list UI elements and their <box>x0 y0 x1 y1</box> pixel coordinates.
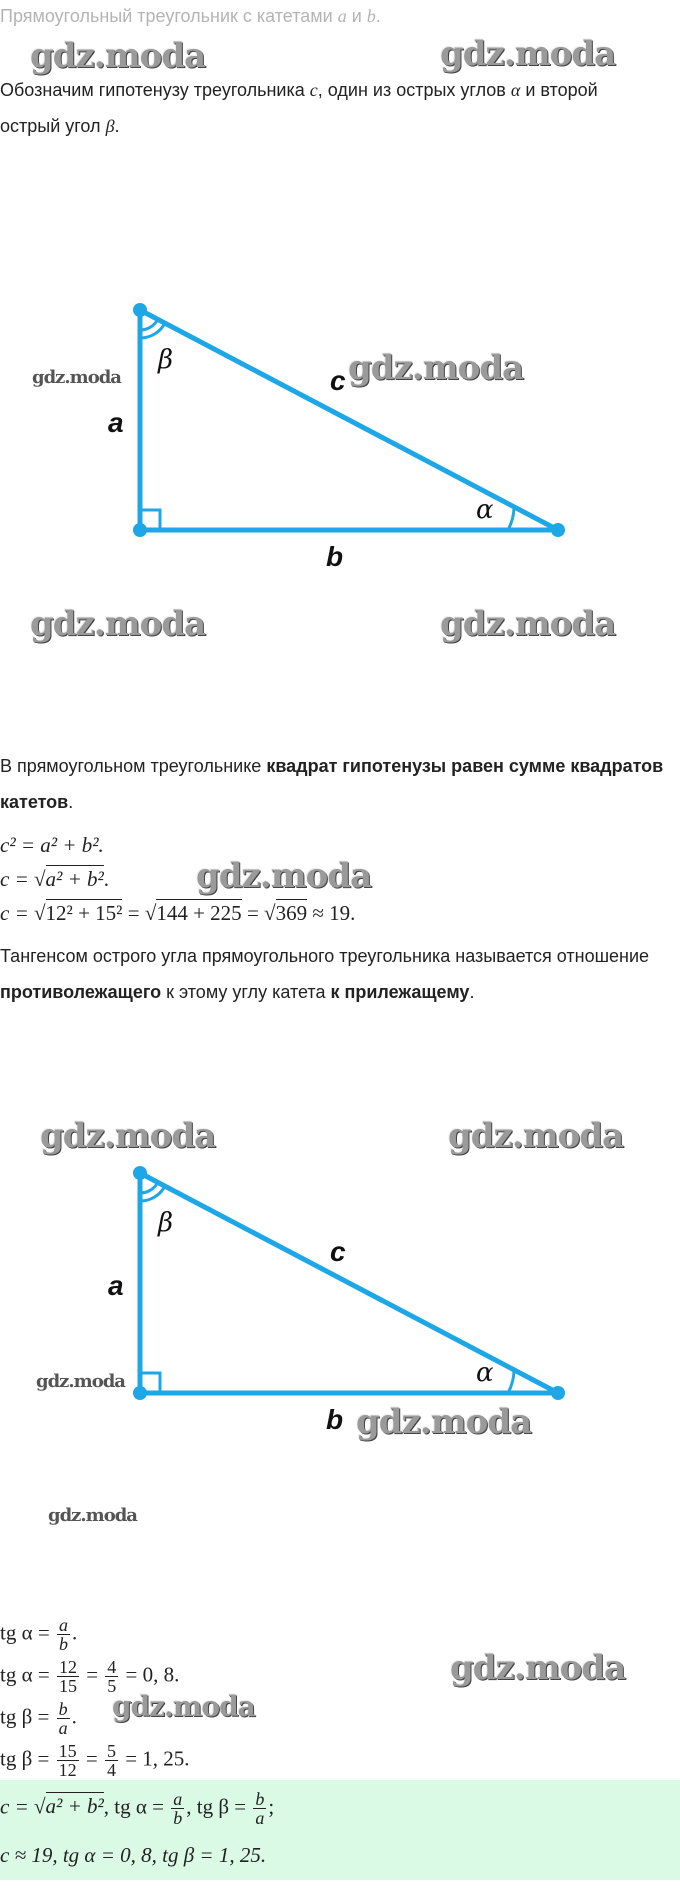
watermark-logo: gdz.moda <box>32 367 121 388</box>
watermark-logo: gdz.moda <box>36 1371 125 1392</box>
intro-line-1: Обозначим гипотенузу треугольника c, один из острых углов α и второй <box>0 80 598 100</box>
label-c: c <box>330 1236 346 1267</box>
fraction: $\frac{12}{15}$ <box>58 1657 77 1696</box>
watermark-logo: gdz.moda <box>48 1505 137 1526</box>
fraction: $\frac{a}{b}$ <box>173 1789 183 1828</box>
formula-c-value: c = √12² + 15² = √144 + 225 = √369 ≈ 19. <box>0 901 356 925</box>
label-beta: β <box>158 345 174 375</box>
label-alpha: α <box>476 495 494 525</box>
label-b: b <box>326 541 344 572</box>
label-b: b <box>326 1404 344 1435</box>
formula-c-sqrt: c = √a² + b². <box>0 867 110 891</box>
vertex-point <box>133 1166 147 1180</box>
vertex-point <box>551 523 565 537</box>
header-line: Прямоугольный треугольник с катетами a и b. <box>0 6 381 26</box>
watermark-logo: gdz.moda <box>40 1116 216 1156</box>
label-a: a <box>108 1270 124 1301</box>
watermark-logo: gdz.moda <box>30 36 206 76</box>
vertex-point <box>133 303 147 317</box>
label-a: a <box>108 407 124 438</box>
intro-line-2: острый угол β. <box>0 116 120 136</box>
triangle-outline <box>140 310 558 530</box>
answer-box <box>0 1780 680 1880</box>
alpha-arc <box>508 508 514 530</box>
watermark-logo: gdz.moda <box>450 1648 626 1688</box>
label-c: c <box>330 365 346 396</box>
watermark-logo: gdz.moda <box>196 856 372 896</box>
tangent-line-2: противолежащего к этому углу катета к прилежащему. <box>0 982 475 1002</box>
formula-tg-beta: tg β = $\frac{b}{a}$ . <box>0 1699 77 1738</box>
formula-tg-alpha-value: tg α = $\frac{12}{15}$ = $\frac{4}{5}$ = 0, 8. <box>0 1657 180 1696</box>
answer-line-2: c ≈ 19, tg α = 0, 8, tg β = 1, 25. <box>0 1843 267 1867</box>
fraction: $\frac{4}{5}$ <box>107 1657 117 1696</box>
triangle-diagram-2 <box>0 1153 680 1443</box>
fraction: $\frac{b}{a}$ <box>58 1699 68 1738</box>
fraction: $\frac{5}{4}$ <box>106 1741 116 1780</box>
pythagoras-line-1: В прямоугольном треугольнике квадрат гипотенузы равен сумме квадратов <box>0 756 664 776</box>
watermark-logo: gdz.moda <box>356 1402 532 1442</box>
triangle-outline <box>140 1173 558 1393</box>
watermark-logo: gdz.moda <box>448 1116 624 1156</box>
label-alpha: α <box>476 1358 494 1388</box>
watermark-logo: gdz.moda <box>30 604 206 644</box>
answer-line-1: c = √a² + b², tg α = $\frac{a}{b}$ , tg β = $\frac{b}{a}$ ; <box>0 1789 275 1828</box>
tangent-line-1: Тангенсом острого угла прямоугольного треугольника называется отношение <box>0 946 650 966</box>
formula-pythagoras: c² = a² + b². <box>0 833 104 857</box>
watermark-logo: gdz.moda <box>440 604 616 644</box>
watermark-logo: gdz.moda <box>112 1690 255 1723</box>
vertex-point <box>133 523 147 537</box>
pythagoras-line-2: катетов. <box>0 792 74 812</box>
triangle-diagram-1 <box>0 290 680 572</box>
watermark-logo: gdz.moda <box>348 348 524 388</box>
label-beta: β <box>158 1208 174 1238</box>
formula-tg-beta-value: tg β = $\frac{15}{12}$ = $\frac{5}{4}$ = 1, 25. <box>0 1741 190 1780</box>
fraction: $\frac{a}{b}$ <box>58 1615 68 1654</box>
vertex-point <box>551 1386 565 1400</box>
alpha-arc <box>508 1371 514 1393</box>
watermark-logo: gdz.moda <box>440 34 616 74</box>
formula-tg-alpha: tg α = $\frac{a}{b}$ . <box>0 1615 78 1654</box>
fraction: $\frac{15}{12}$ <box>58 1741 77 1780</box>
fraction: $\frac{b}{a}$ <box>255 1789 265 1828</box>
vertex-point <box>133 1386 147 1400</box>
